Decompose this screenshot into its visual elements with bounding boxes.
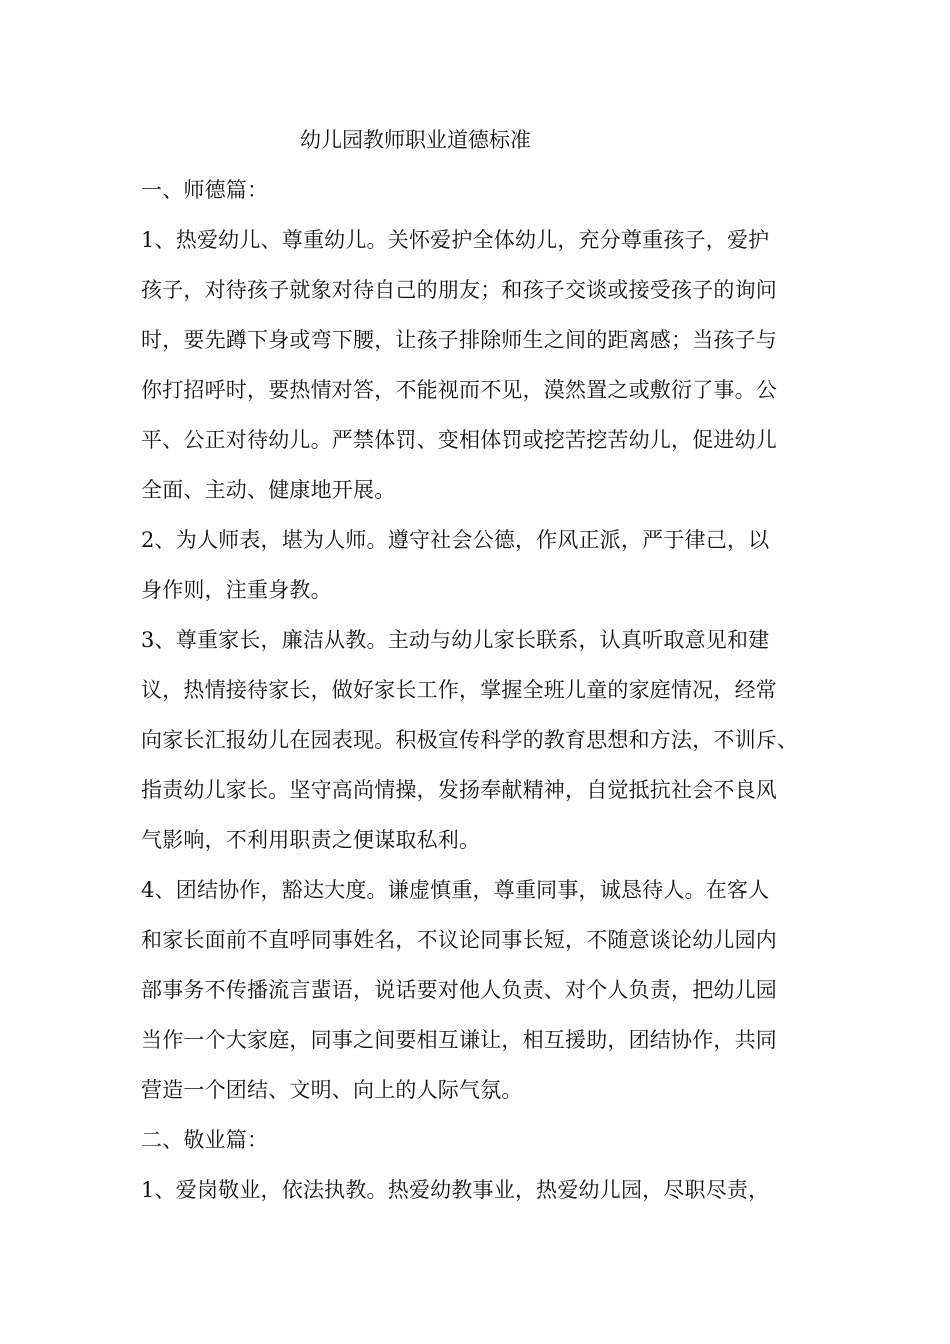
paragraph-line: 营造一个团结、文明、向上的人际气氛。 xyxy=(141,1078,523,1102)
paragraph-line: 向家长汇报幼儿在园表现。积极宣传科学的教育思想和方法，不训斥、 xyxy=(141,728,799,752)
paragraph-line: 你打招呼时，要热情对答，不能视而不见，漠然置之或敷衍了事。公 xyxy=(141,378,777,402)
paragraph-line: 2、为人师表，堪为人师。遵守社会公德，作风正派，严于律己，以 xyxy=(141,528,770,552)
paragraph-line: 身作则，注重身教。 xyxy=(141,578,332,602)
document-title: 幼儿园教师职业道德标准 xyxy=(300,128,531,152)
paragraph-line: 1、爱岗敬业，依法执教。热爱幼教事业，热爱幼儿园，尽职尽责， xyxy=(141,1178,770,1202)
paragraph-line: 全面、主动、健康地开展。 xyxy=(141,478,396,502)
paragraph-line: 平、公正对待幼儿。严禁体罚、变相体罚或挖苦挖苦幼儿，促进幼儿 xyxy=(141,428,777,452)
paragraph-line: 指责幼儿家长。坚守高尚情操，发扬奉献精神，自觉抵抗社会不良风 xyxy=(141,778,777,802)
paragraph-line: 孩子，对待孩子就象对待自己的朋友；和孩子交谈或接受孩子的询问 xyxy=(141,278,777,302)
paragraph-line: 部事务不传播流言蜚语，说话要对他人负责、对个人负责，把幼儿园 xyxy=(141,978,777,1002)
paragraph-line: 时，要先蹲下身或弯下腰，让孩子排除师生之间的距离感；当孩子与 xyxy=(141,328,777,352)
paragraph-line: 议，热情接待家长，做好家长工作，掌握全班儿童的家庭情况，经常 xyxy=(141,678,777,702)
paragraph-line: 气影响，不利用职责之便谋取私利。 xyxy=(141,828,481,852)
paragraph-line: 3、尊重家长，廉洁从教。主动与幼儿家长联系，认真听取意见和建 xyxy=(141,628,770,652)
paragraph-line: 4、团结协作，豁达大度。谦虚慎重，尊重同事，诚恳待人。在客人 xyxy=(141,878,770,902)
paragraph-line: 当作一个大家庭，同事之间要相互谦让，相互援助，团结协作，共同 xyxy=(141,1028,777,1052)
section-heading-dedication: 二、敬业篇： xyxy=(141,1128,269,1152)
paragraph-line: 1、热爱幼儿、尊重幼儿。关怀爱护全体幼儿，充分尊重孩子，爱护 xyxy=(141,228,770,252)
paragraph-line: 和家长面前不直呼同事姓名，不议论同事长短，不随意谈论幼儿园内 xyxy=(141,928,777,952)
section-heading-ethics: 一、师德篇： xyxy=(141,178,269,202)
